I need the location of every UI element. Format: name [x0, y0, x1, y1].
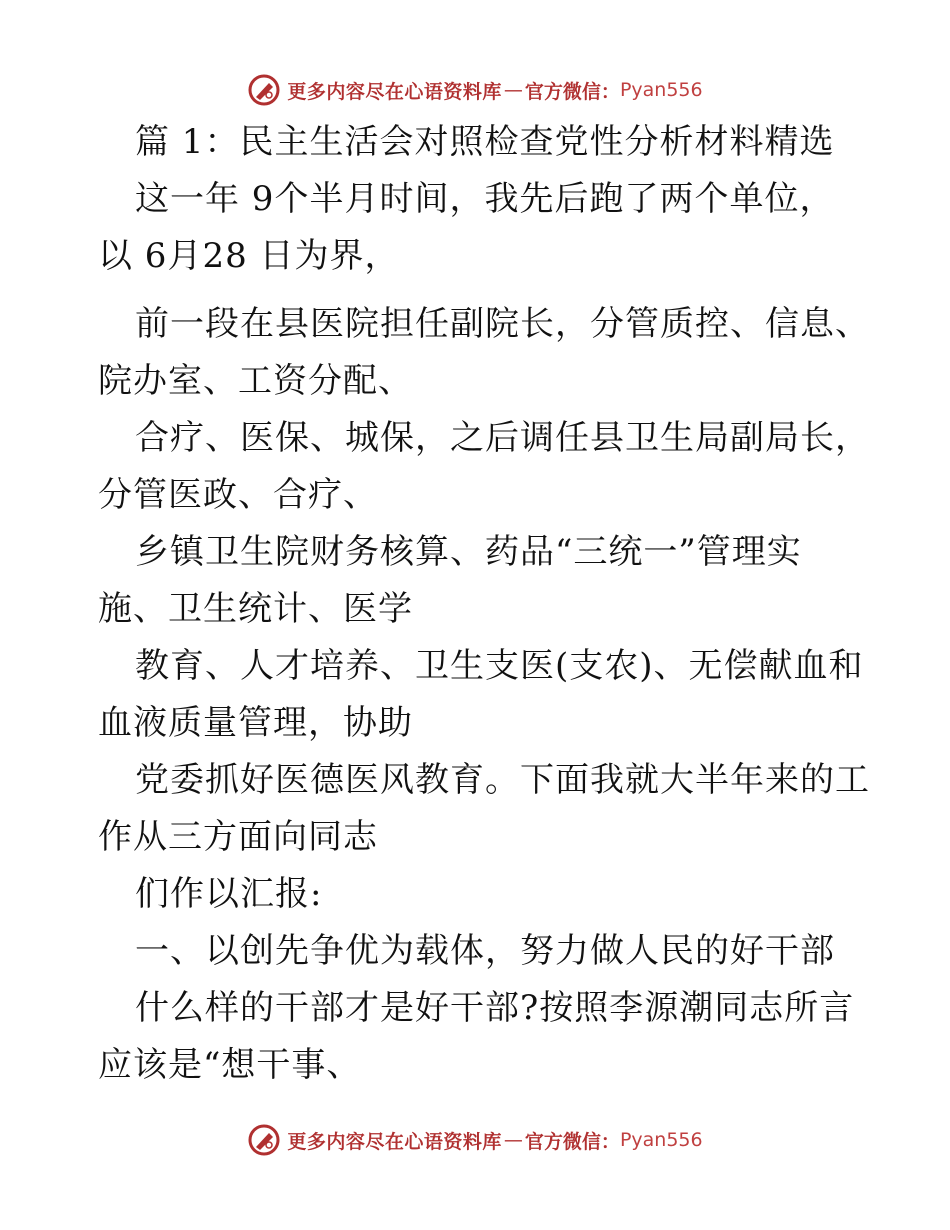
header-watermark: [0, 70, 950, 110]
paragraph-line: 们作以汇报:: [135, 874, 323, 914]
watermark-site-text: 更多内容尽在心语资料库: [287, 80, 502, 103]
watermark-official-label: 官方微信：: [524, 80, 620, 103]
watermark-official-label: 官方微信：: [524, 1130, 620, 1153]
paragraph-line: 乡镇卫生院财务核算、药品“三统一”管理实: [135, 532, 802, 572]
paragraph-line: 作从三方面向同志: [98, 817, 378, 857]
watermark-dash: —: [503, 1129, 523, 1151]
watermark-dash: —: [503, 79, 523, 101]
watermark-site-text: 更多内容尽在心语资料库: [287, 1130, 502, 1153]
paragraph-line: 这一年 9个半月时间，我先后跑了两个单位，: [135, 179, 835, 219]
watermark-logo-icon: [247, 1123, 281, 1157]
footer-watermark: [0, 1120, 950, 1160]
paragraph-line: 什么样的干部才是好干部?按照李源潮同志所言: [135, 988, 855, 1028]
paragraph-line: 以 6月28 日为界，: [98, 236, 400, 276]
paragraph-line: 教育、人才培养、卫生支医(支农)、无偿献血和: [135, 646, 864, 686]
paragraph-line: 合疗、医保、城保，之后调任县卫生局副局长，: [135, 418, 870, 458]
paragraph-line: 施、卫生统计、医学: [98, 589, 413, 629]
watermark-wechat-id: Pyan556: [619, 79, 703, 101]
paragraph-line: 分管医政、合疗、: [98, 475, 378, 515]
paragraph-line: 应该是“想干事、: [98, 1045, 362, 1085]
paragraph-line: 院办室、工资分配、: [98, 361, 413, 401]
paragraph-line: 党委抓好医德医风教育。下面我就大半年来的工: [135, 760, 870, 800]
paragraph-line: 前一段在县医院担任副院长，分管质控、信息、: [135, 304, 870, 344]
document-title: 篇 1：民主生活会对照检查党性分析材料精选: [135, 122, 835, 162]
section-heading: 一、以创先争优为载体，努力做人民的好干部: [135, 931, 835, 971]
paragraph-line: 血液质量管理，协助: [98, 703, 413, 743]
watermark-logo-icon: [247, 73, 281, 107]
watermark-wechat-id: Pyan556: [619, 1129, 703, 1151]
